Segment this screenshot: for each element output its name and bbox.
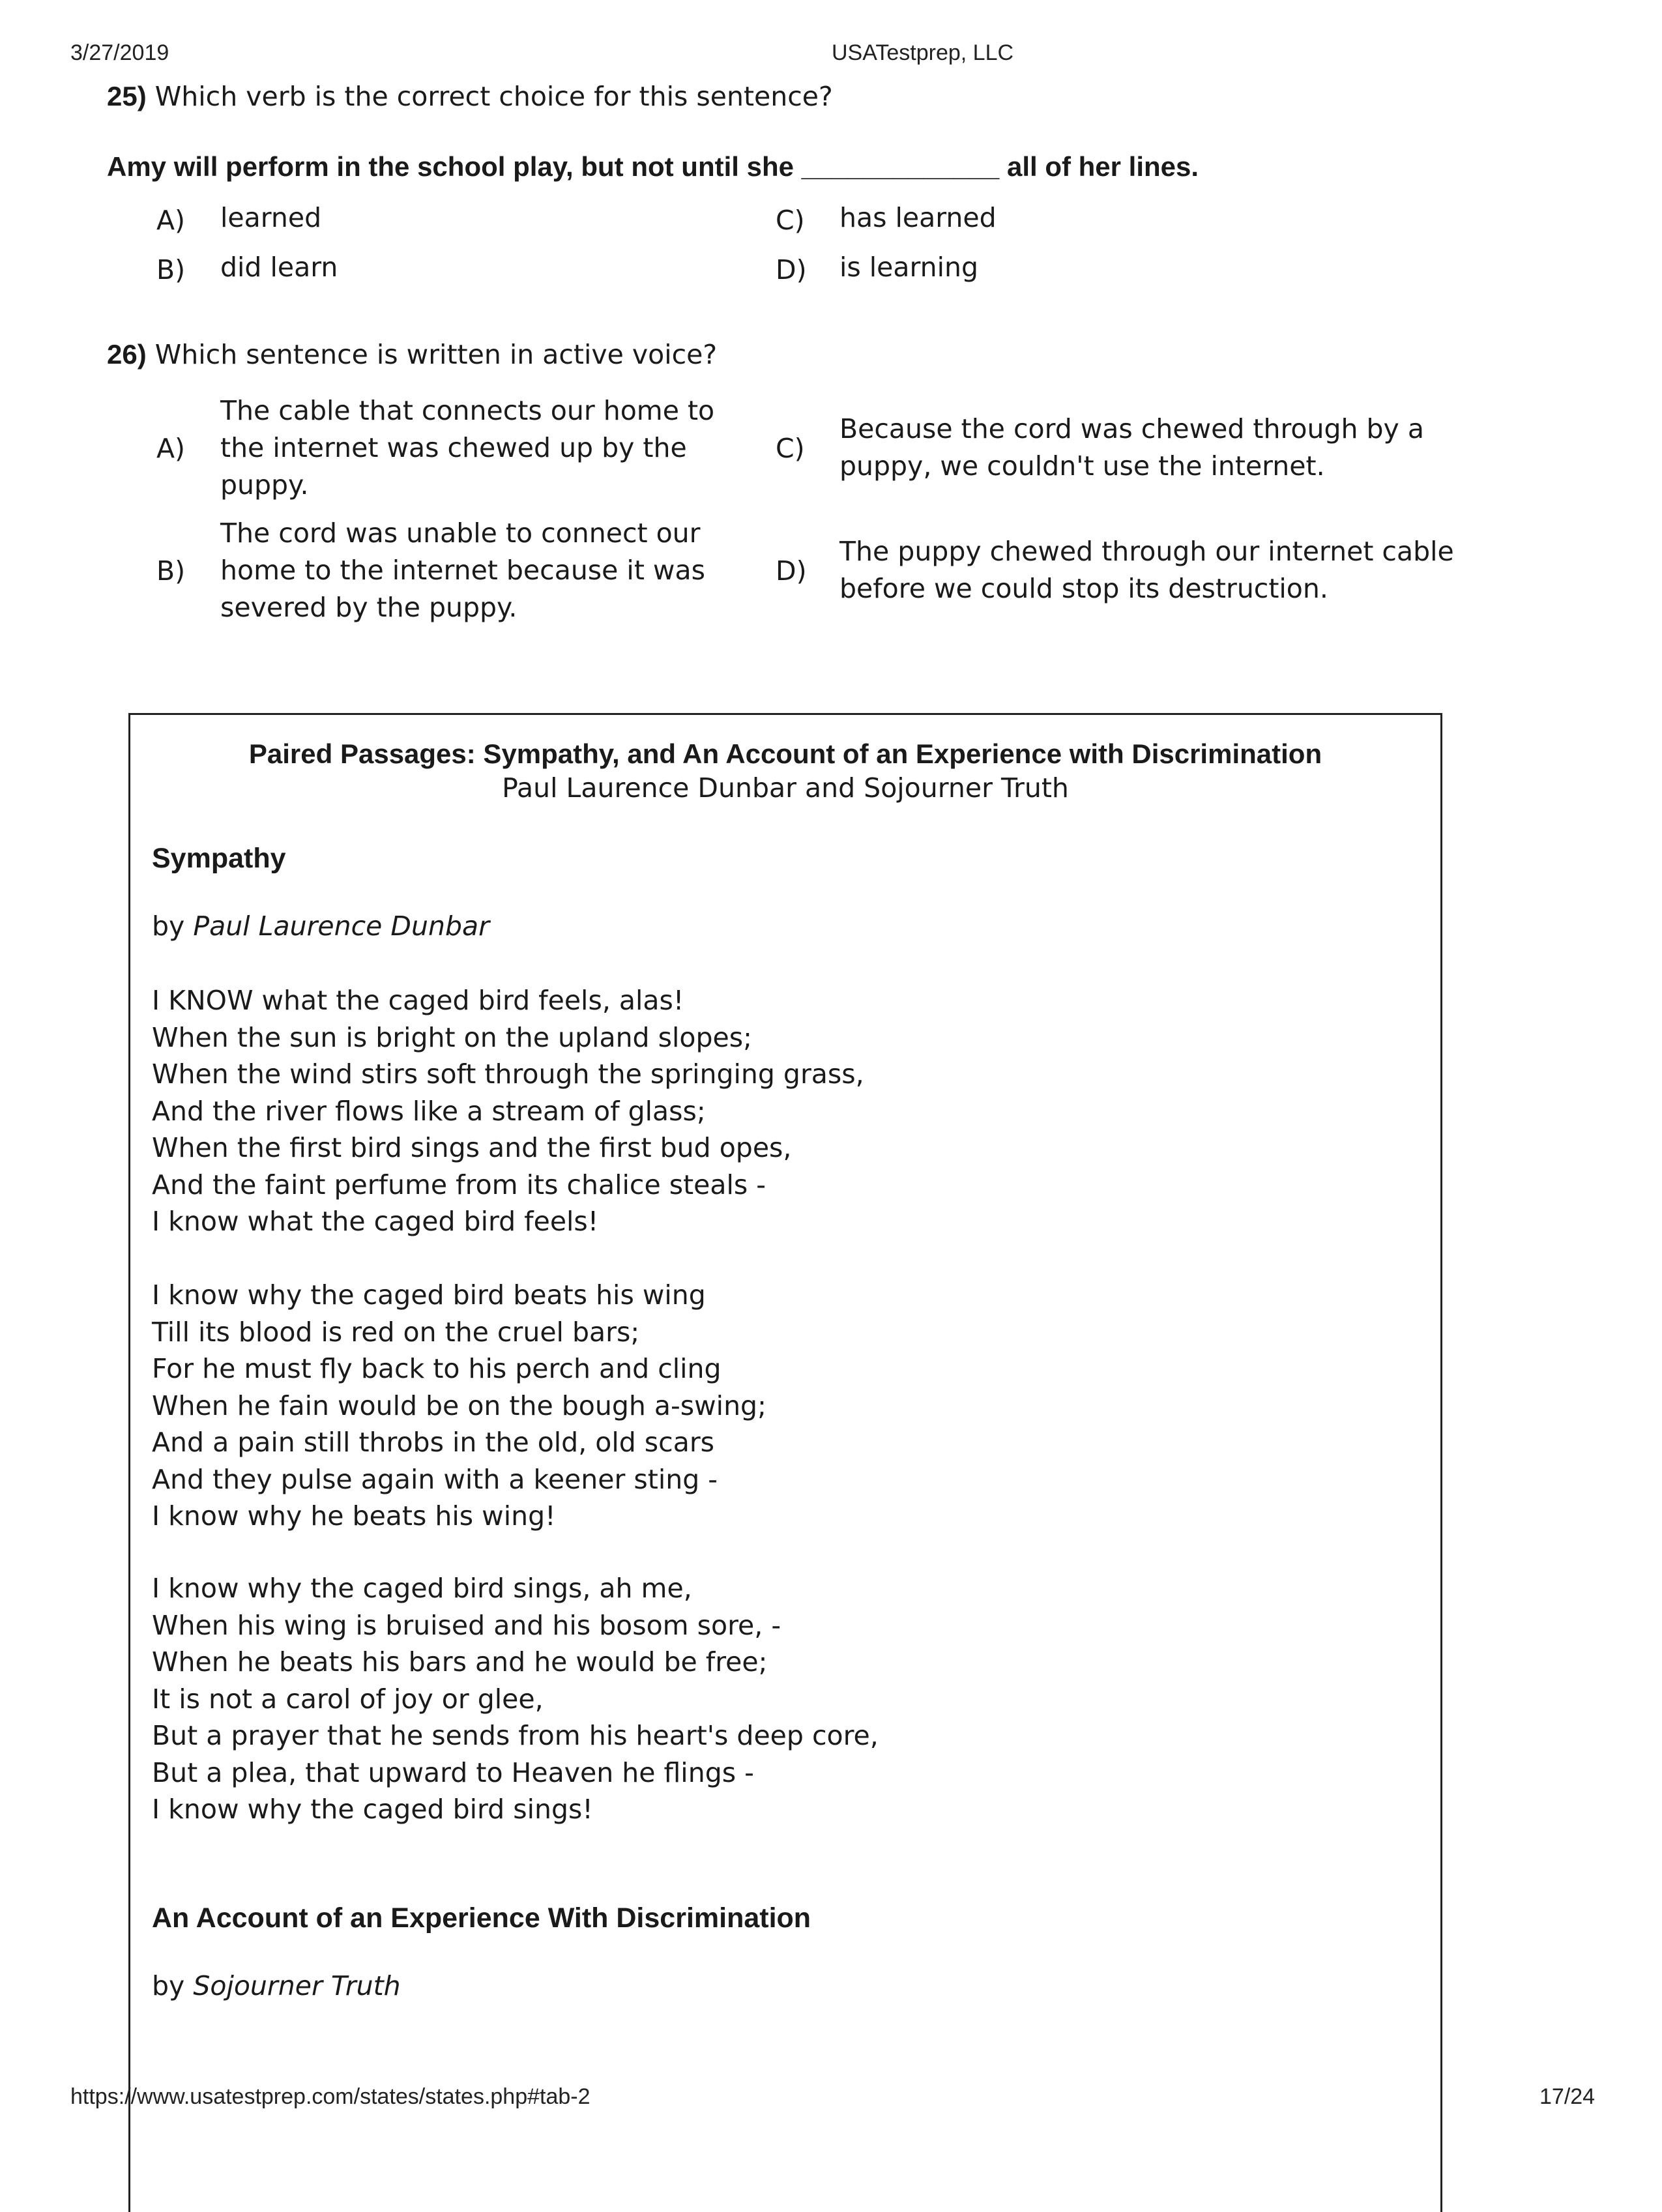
question-number: 26) (107, 339, 147, 370)
passage-title: Paired Passages: Sympathy, and An Account of an Experience with Discrimination (248, 738, 1322, 769)
poem-line: And they pulse again with a keener sting - (152, 1463, 718, 1495)
poem-line: I know why the caged bird sings! (152, 1794, 593, 1825)
option-letter: D) (776, 254, 807, 285)
option-a-text[interactable]: learned (220, 202, 322, 233)
option-b-text[interactable]: did learn (220, 252, 338, 283)
poem-line: When the sun is bright on the upland slopes; (152, 1021, 752, 1053)
option-line: puppy. (220, 469, 309, 501)
poem-line: When his wing is bruised and his bosom sore, - (152, 1609, 781, 1641)
option-line: severed by the puppy. (220, 592, 518, 623)
poem-line: I know why the caged bird sings, ah me, (152, 1573, 692, 1604)
option-d-text[interactable]: is learning (839, 252, 979, 283)
option-d-text[interactable] (839, 533, 1454, 607)
question-text: Which sentence is written in active voice? (154, 339, 718, 370)
question-26-prompt (107, 339, 717, 370)
poem-byline (152, 910, 489, 942)
poem-line: For he must fly back to his perch and cling (152, 1353, 722, 1384)
page-number: 17/24 (1539, 2084, 1596, 2109)
option-b-text[interactable] (220, 515, 705, 626)
poem-line: I know why he beats his wing! (152, 1500, 556, 1532)
question-25-prompt (107, 81, 833, 112)
option-c-text[interactable] (839, 411, 1424, 485)
poem-line: It is not a carol of joy or glee, (152, 1683, 544, 1715)
account-heading: An Account of an Experience With Discrimination (152, 1902, 811, 1934)
poem-line: I know why the caged bird beats his wing (152, 1279, 706, 1311)
poem-line: And the river flows like a stream of glass; (152, 1095, 706, 1127)
option-letter: B) (156, 254, 186, 285)
option-line: home to the internet because it was (220, 555, 705, 586)
option-line: The cord was unable to connect our (220, 517, 701, 549)
poem-line: Till its blood is red on the cruel bars; (152, 1316, 640, 1348)
poem-line: When he fain would be on the bough a-swing; (152, 1390, 766, 1421)
option-letter: B) (156, 555, 186, 587)
site-name: USATestprep, LLC (832, 40, 1014, 65)
poem-line: When the first bird sings and the first bud opes, (152, 1132, 792, 1163)
option-line: before we could stop its destruction. (839, 573, 1328, 604)
option-letter: A) (156, 205, 186, 236)
poem-line: And a pain still throbs in the old, old scars (152, 1427, 715, 1458)
account-byline (152, 1970, 401, 2001)
option-line: The puppy chewed through our internet cable (839, 536, 1454, 567)
option-letter: A) (156, 433, 186, 464)
poem-stanza (152, 1277, 766, 1535)
option-line: puppy, we couldn't use the internet. (839, 450, 1325, 482)
byline-prefix: by (152, 1970, 185, 2001)
poem-line: But a plea, that upward to Heaven he flings - (152, 1756, 754, 1788)
option-line: The cable that connects our home to (220, 395, 715, 426)
question-number: 25) (107, 81, 147, 111)
question-25-stem: Amy will perform in the school play, but not until she _____________ all of her lines. (107, 151, 1199, 182)
option-letter: C) (776, 433, 805, 464)
print-date: 3/27/2019 (70, 40, 169, 65)
option-letter: C) (776, 205, 805, 236)
poem-stanza (152, 982, 864, 1240)
option-line: Because the cord was chewed through by a (839, 413, 1424, 444)
option-letter: D) (776, 555, 807, 587)
option-line: the internet was chewed up by the (220, 432, 687, 463)
account-author: Sojourner Truth (193, 1970, 401, 2001)
poem-line: And the faint perfume from its chalice steals - (152, 1169, 766, 1201)
question-text: Which verb is the correct choice for this sentence? (154, 81, 833, 112)
poem-line: When the wind stirs soft through the springing grass, (152, 1058, 864, 1090)
passage-box (128, 713, 1442, 2212)
option-a-text[interactable] (220, 392, 714, 504)
poem-line: When he beats his bars and he would be free; (152, 1646, 768, 1678)
option-c-text[interactable]: has learned (839, 202, 997, 233)
poem-author: Paul Laurence Dunbar (193, 910, 489, 942)
byline-prefix: by (152, 910, 185, 942)
poem-stanza (152, 1570, 879, 1828)
poem-line: I know what the caged bird feels! (152, 1206, 599, 1237)
poem-line: But a prayer that he sends from his heart's deep core, (152, 1720, 879, 1751)
passage-authors: Paul Laurence Dunbar and Sojourner Truth (502, 772, 1069, 804)
poem-heading: Sympathy (152, 843, 286, 874)
page-url: https://www.usatestprep.com/states/states.php#tab-2 (70, 2084, 590, 2109)
poem-line: I KNOW what the caged bird feels, alas! (152, 985, 684, 1016)
